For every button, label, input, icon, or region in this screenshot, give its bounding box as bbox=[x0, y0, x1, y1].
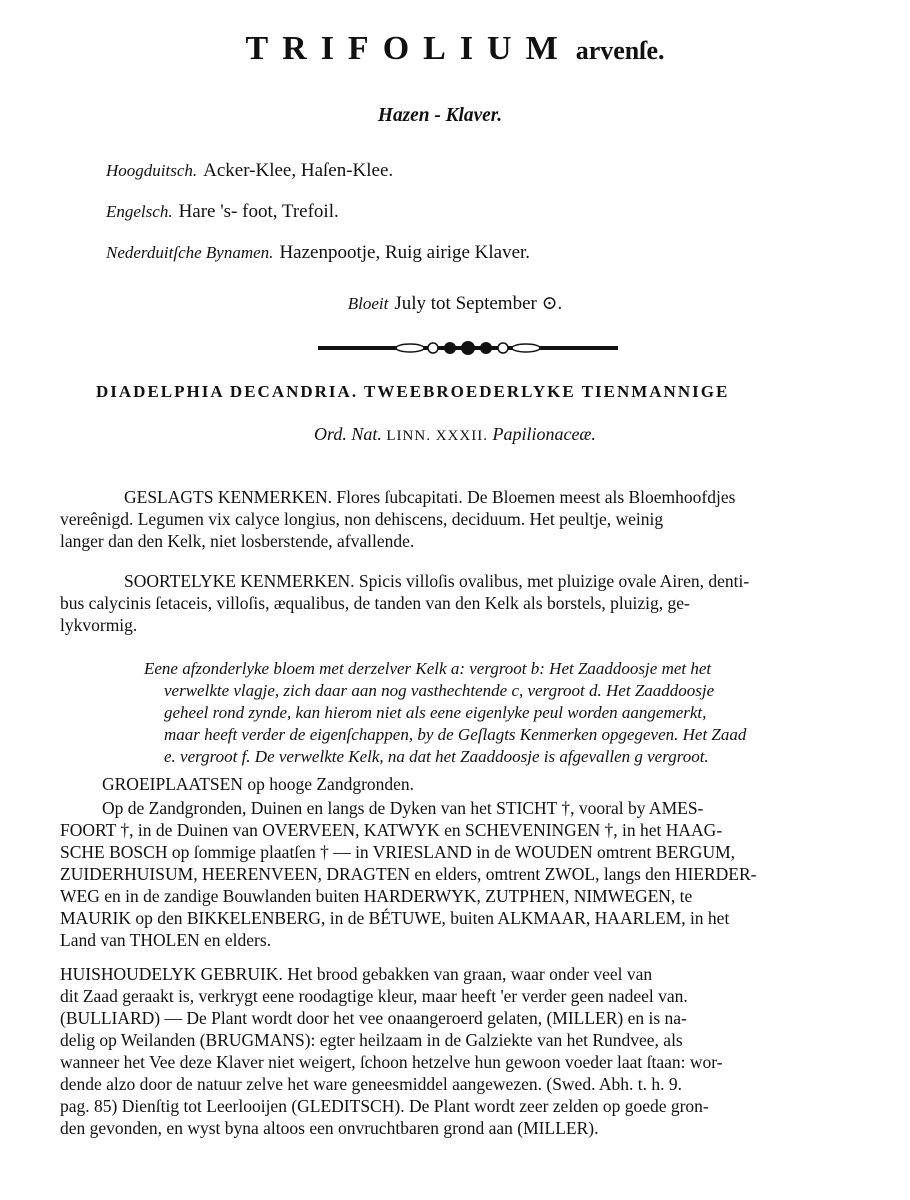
page-title bbox=[0, 30, 910, 68]
habitat-line: MAURIK op den BIKKELENBERG, in de BÉTUWE, buiten ALKMAAR, HAARLEM, in het bbox=[60, 908, 730, 928]
species-characters-line: lykvormig. bbox=[60, 615, 138, 635]
habitat-line: ZUIDERHUISUM, HEERENVEEN, DRAGTEN en elders, omtrent ZWOL, langs den HIERDER- bbox=[60, 864, 757, 884]
habitat-line: Land van THOLEN en elders. bbox=[60, 930, 272, 950]
usage-line: (BULLIARD) — De Plant wordt door het vee onaangeroerd gelaten, (MILLER) en is na- bbox=[60, 1008, 687, 1028]
habitat-line: Op de Zandgronden, Duinen en langs de Dyken van het STICHT †, vooral by AMES- bbox=[102, 798, 704, 818]
synonym-label: Nederduitſche Bynamen. bbox=[106, 243, 274, 262]
usage-line: dit Zaad geraakt is, verkrygt eene roodagtige kleur, maar heeft 'er verder geen nadeel van. bbox=[60, 986, 688, 1006]
habitat-line: WEG en in de zandige Bouwlanden buiten HARDERWYK, ZUTPHEN, NIMWEGEN, te bbox=[60, 886, 693, 906]
bloei-text: July tot September ⊙. bbox=[394, 293, 563, 314]
ord-text: LINN. XXXII. bbox=[386, 428, 488, 444]
genus-name: TRIFOLIUM bbox=[245, 30, 572, 67]
genus-characters-line: langer dan den Kelk, niet losberstende, afvallende. bbox=[60, 531, 415, 551]
synonym-text: Hazenpootje, Ruig airige Klaver. bbox=[279, 242, 531, 263]
plate-description-line: e. vergroot f. De verwelkte Kelk, na dat het Zaaddoosje is afgevallen g vergroot. bbox=[164, 747, 709, 766]
synonym-text: Hare 's- foot, Trefoil. bbox=[178, 201, 339, 222]
ord-family: Papilionaceæ. bbox=[492, 424, 596, 444]
habitat-heading: GROEIPLAATSEN op hooge Zandgronden. bbox=[102, 774, 415, 794]
synonym-label: Engelsch. bbox=[106, 202, 173, 221]
plate-description-line: maar heeft verder de eigenſchappen, by de Geſlagts Kenmerken opgegeven. Het Zaad bbox=[164, 725, 747, 744]
synonym-line bbox=[106, 242, 530, 264]
habitat-line: SCHE BOSCH op ſommige plaatſen † — in VRIESLAND in de WOUDEN omtrent BERGUM, bbox=[60, 842, 736, 862]
habitat-line: FOORT †, in de Duinen van OVERVEEN, KATWYK en SCHEVENINGEN †, in het HAAG- bbox=[60, 820, 723, 840]
bloei-label: Bloeit bbox=[347, 294, 389, 313]
species-characters-line: bus calycinis ſetaceis, villoſis, æqualibus, de tanden van den Kelk als borstels, pluizig, ge- bbox=[60, 593, 690, 613]
plate-description-line: verwelkte vlagje, zich daar aan nog vasthechtende c, vergroot d. Het Zaaddoosje bbox=[164, 681, 715, 700]
synonym-line bbox=[106, 201, 339, 223]
genus-characters-line: GESLAGTS KENMERKEN. Flores ſubcapitati. De Bloemen meest als Bloemhoofdjes bbox=[124, 487, 736, 507]
plate-description-line: geheel rond zynde, kan hierom niet als eene eigenlyke peul worden aangemerkt, bbox=[164, 703, 707, 722]
usage-line: HUISHOUDELYK GEBRUIK. Het brood gebakken van graan, waar onder veel van bbox=[60, 964, 653, 984]
plate-description-line: Eene afzonderlyke bloem met derzelver Kelk a: vergroot b: Het Zaaddoosje met het bbox=[144, 659, 712, 678]
synonym-text: Acker-Klee, Haſen-Klee. bbox=[203, 160, 394, 181]
usage-line: wanneer het Vee deze Klaver niet weigert, ſchoon hetzelve hun gewoon voeder laat ſtaan: wor- bbox=[60, 1052, 723, 1072]
synonym-line bbox=[106, 160, 393, 182]
classification-line: DIADELPHIA DECANDRIA. TWEEBROEDERLYKE TIENMANNIGE bbox=[96, 382, 730, 401]
species-name: arvenſe. bbox=[575, 36, 665, 65]
usage-line: delig op Weilanden (BRUGMANS): egter heilzaam in de Galziekte van het Rundvee, als bbox=[60, 1030, 683, 1050]
genus-characters-line: vereênigd. Legumen vix calyce longius, non dehiscens, deciduum. Het peultje, weinig bbox=[60, 509, 664, 529]
species-characters-line: SOORTELYKE KENMERKEN. Spicis villoſis ovalibus, met pluizige ovale Airen, denti- bbox=[124, 571, 750, 591]
natural-order-line bbox=[0, 424, 910, 445]
flowering-line bbox=[0, 292, 910, 315]
ord-label: Ord. Nat. bbox=[314, 424, 382, 444]
usage-line: den gevonden, en wyst byna altoos een onvruchtbaren grond aan (MILLER). bbox=[60, 1118, 599, 1138]
common-name: Hazen - Klaver. bbox=[377, 104, 503, 126]
synonym-label: Hoogduitsch. bbox=[106, 161, 198, 180]
ornamental-divider bbox=[318, 340, 618, 356]
usage-line: dende alzo door de natuur zelve het ware geneesmiddel aangewezen. (Swed. Abh. t. h. 9. bbox=[60, 1074, 682, 1094]
usage-line: pag. 85) Dienſtig tot Leerlooijen (GLEDITSCH). De Plant wordt zeer zelden op goede gron- bbox=[60, 1096, 709, 1116]
